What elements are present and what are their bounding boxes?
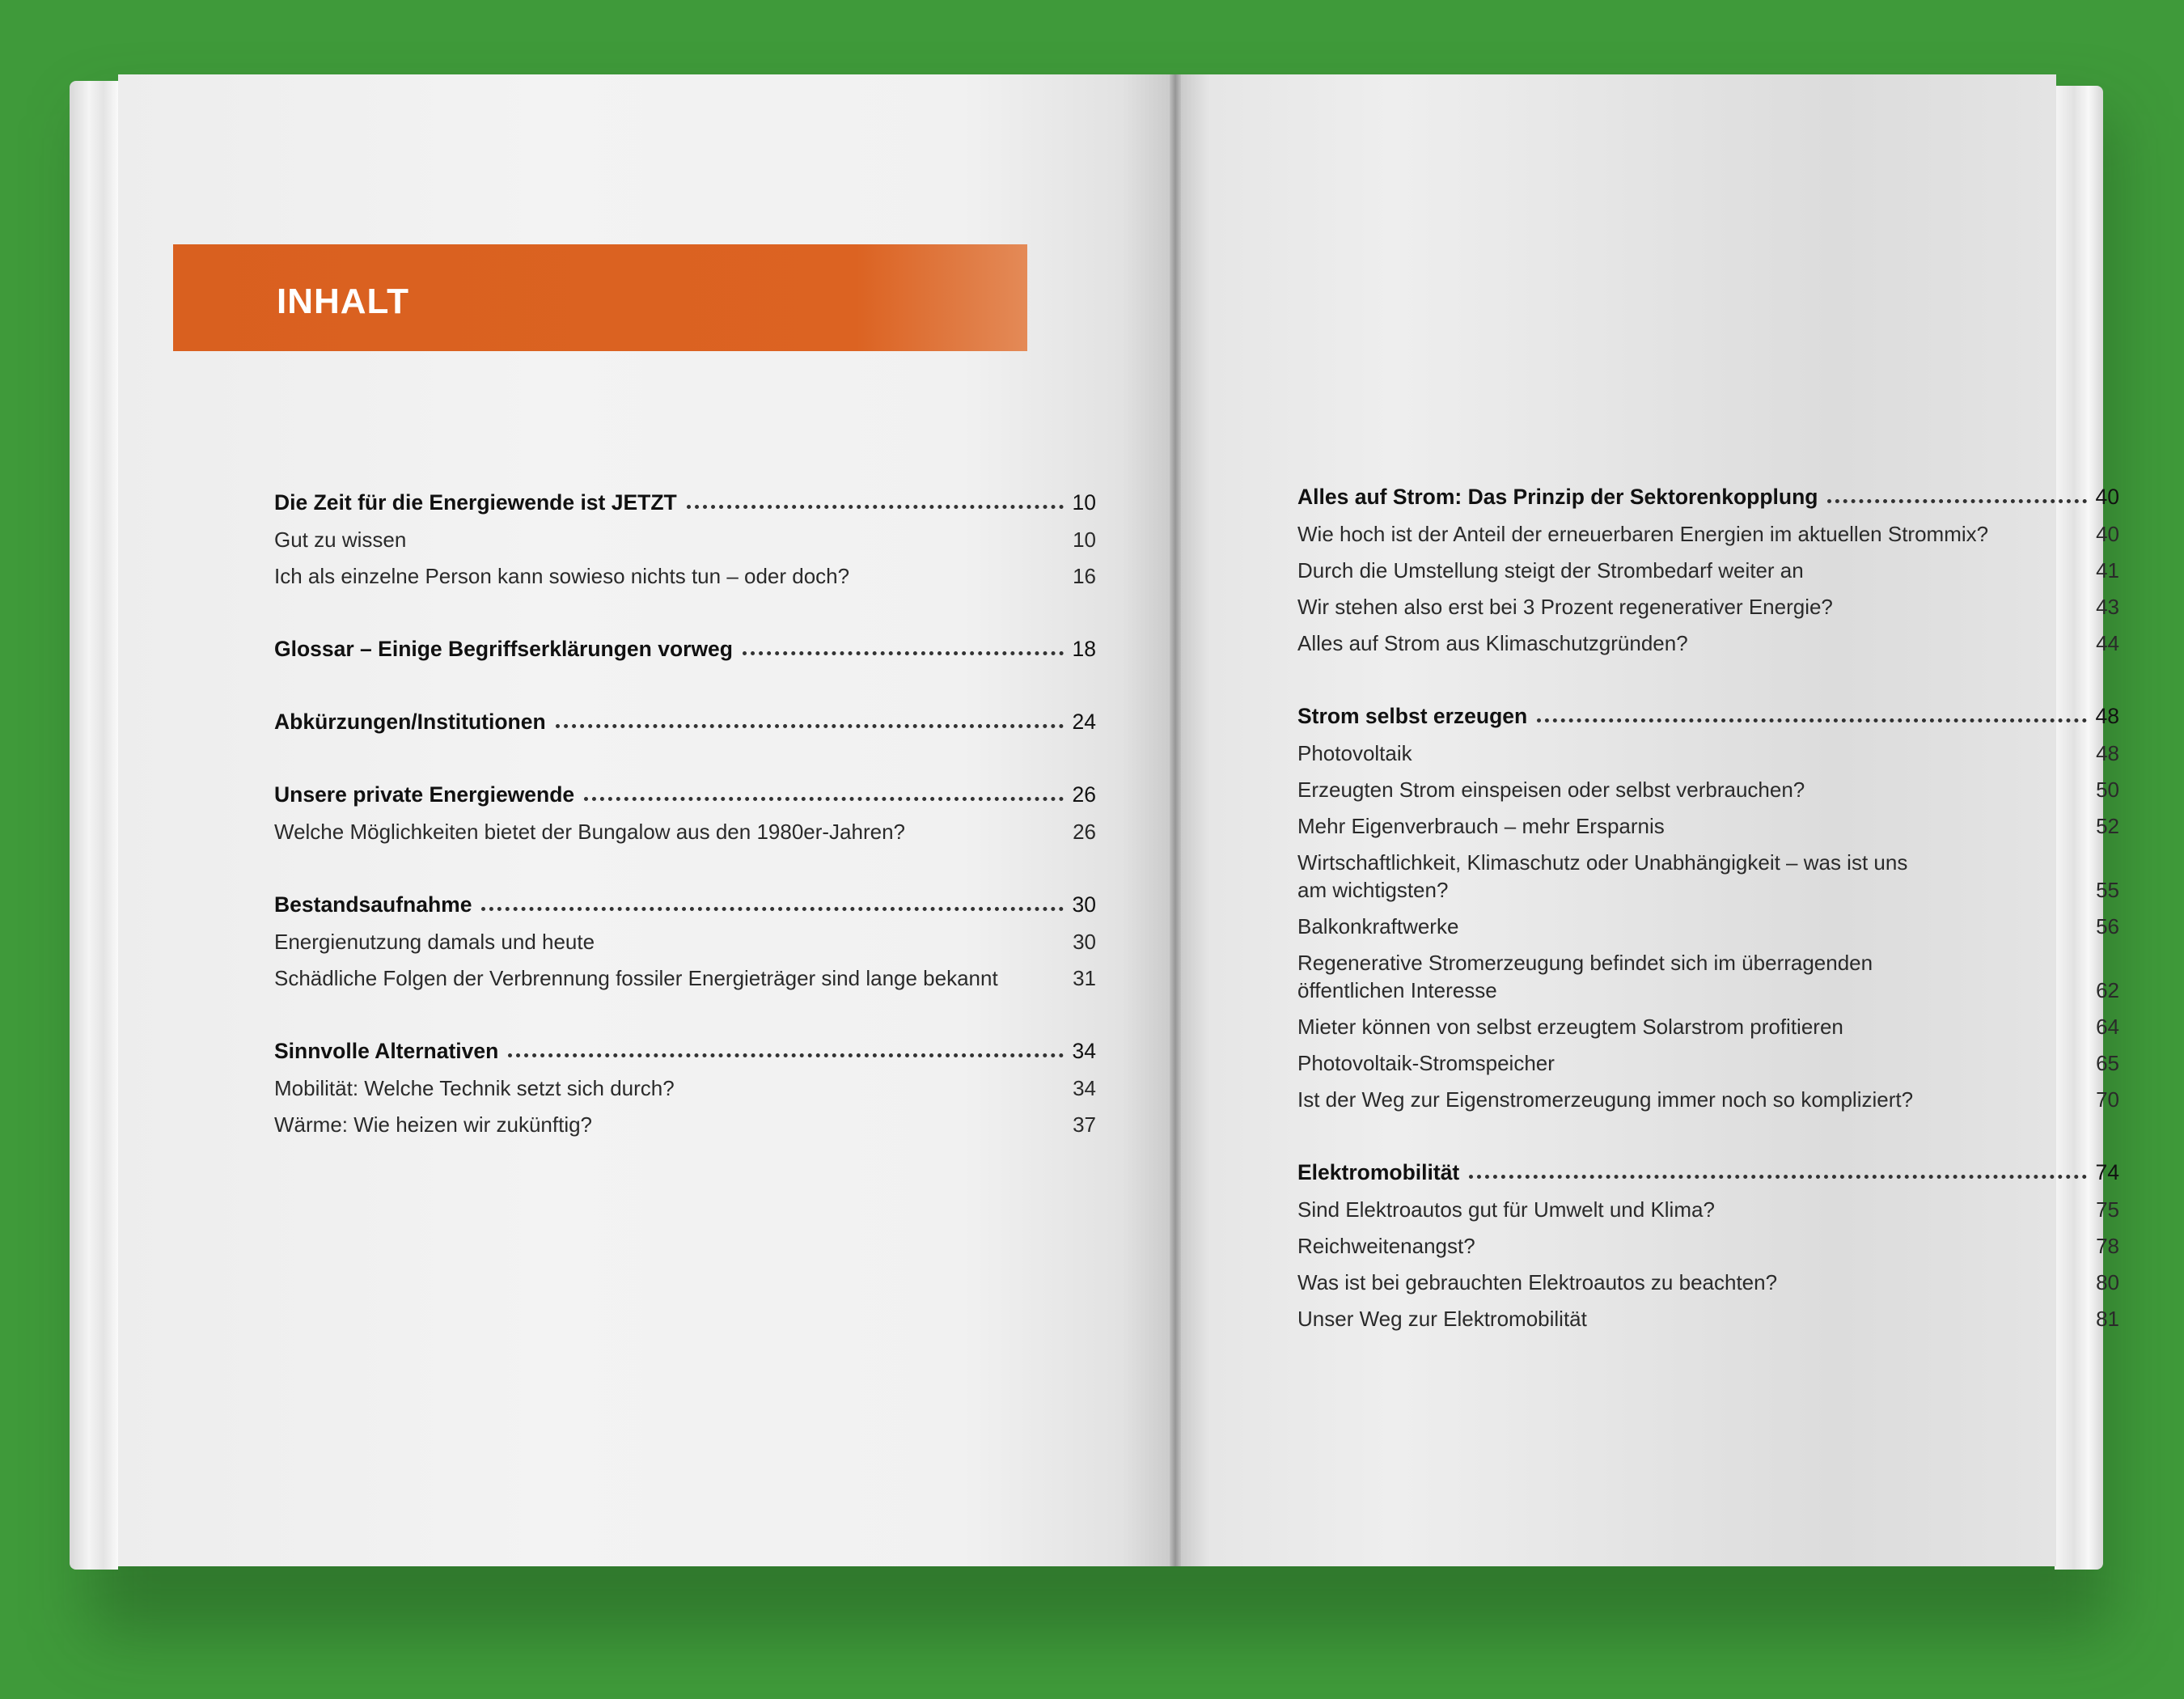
subentry-page-number: 48 <box>2096 741 2119 765</box>
subentry-title: Regenerative Stromerzeugung befindet sich im überragenden öffentlichen Interesse <box>1297 951 1873 1002</box>
subentry-title: Wirtschaftlichkeit, Klimaschutz oder Unabhängigkeit – was ist uns am wichtigsten? <box>1297 850 1908 902</box>
toc-section <box>1297 483 2119 657</box>
subentry-page-number: 62 <box>2096 978 2119 1002</box>
chapter-page-number: 26 <box>1072 782 1096 807</box>
toc-subentry[interactable] <box>1297 1232 2119 1260</box>
subentry-title: Unser Weg zur Elektromobilität <box>1297 1307 1587 1331</box>
subentry-page-number: 78 <box>2096 1234 2119 1258</box>
chapter-page-number: 40 <box>2095 485 2119 509</box>
subentry-page-number: 10 <box>1073 527 1096 552</box>
toc-chapter-entry[interactable] <box>274 1037 1096 1065</box>
chapter-title: Sinnvolle Alternativen <box>274 1039 499 1063</box>
dot-leader <box>743 651 1064 655</box>
subentry-title: Photovoltaik <box>1297 741 1412 765</box>
dot-leader <box>687 505 1064 509</box>
book-gutter <box>1170 74 1181 1566</box>
subentry-title: Ist der Weg zur Eigenstromerzeugung immer noch so kompliziert? <box>1297 1087 1914 1112</box>
toc-subentry[interactable] <box>1297 1013 2119 1040</box>
subentry-title: Wärme: Wie heizen wir zukünftig? <box>274 1112 593 1137</box>
toc-subentry[interactable] <box>1297 849 2119 904</box>
subentry-page-number: 75 <box>2096 1197 2119 1222</box>
subentry-title: Energienutzung damals und heute <box>274 930 595 954</box>
chapter-page-number: 24 <box>1072 710 1096 734</box>
toc-chapter-entry[interactable] <box>274 708 1096 735</box>
subentry-page-number: 37 <box>1073 1112 1096 1137</box>
chapter-page-number: 18 <box>1072 637 1096 661</box>
chapter-page-number: 74 <box>2095 1160 2119 1184</box>
subentry-title: Balkonkraftwerke <box>1297 914 1459 938</box>
contents-banner <box>173 244 1027 351</box>
subentry-page-number: 44 <box>2096 631 2119 655</box>
chapter-page-number: 30 <box>1072 892 1096 917</box>
toc-subentry[interactable] <box>274 562 1096 590</box>
toc-subentry[interactable] <box>1297 1196 2119 1223</box>
toc-subentry[interactable] <box>1297 812 2119 840</box>
toc-subentry[interactable] <box>274 964 1096 992</box>
left-page <box>118 74 1175 1566</box>
page-edges-left <box>70 81 118 1570</box>
chapter-title: Abkürzungen/Institutionen <box>274 710 546 734</box>
subentry-title: Gut zu wissen <box>274 527 407 552</box>
subentry-page-number: 40 <box>2096 522 2119 546</box>
open-book <box>70 74 2119 1573</box>
toc-chapter-entry[interactable] <box>274 891 1096 918</box>
toc-chapter-entry[interactable] <box>1297 702 2119 730</box>
subentry-title: Mieter können von selbst erzeugtem Solarstrom profitieren <box>1297 1015 1843 1039</box>
toc-subentry[interactable] <box>1297 557 2119 584</box>
toc-chapter-entry[interactable] <box>274 781 1096 808</box>
subentry-title: Mehr Eigenverbrauch – mehr Ersparnis <box>1297 814 1665 838</box>
toc-subentry[interactable] <box>1297 1269 2119 1296</box>
subentry-page-number: 43 <box>2096 595 2119 619</box>
toc-chapter-entry[interactable] <box>1297 483 2119 511</box>
toc-section <box>274 708 1096 735</box>
subentry-page-number: 41 <box>2096 558 2119 583</box>
toc-subentry[interactable] <box>1297 949 2119 1004</box>
dot-leader <box>584 797 1064 801</box>
toc-chapter-entry[interactable] <box>274 635 1096 663</box>
subentry-title: Wie hoch ist der Anteil der erneuerbaren Energien im aktuellen Strommix? <box>1297 522 1989 546</box>
toc-section <box>274 891 1096 992</box>
subentry-page-number: 65 <box>2096 1051 2119 1075</box>
subentry-page-number: 56 <box>2096 914 2119 938</box>
subentry-page-number: 26 <box>1073 820 1096 844</box>
toc-subentry[interactable] <box>274 526 1096 553</box>
toc-subentry[interactable] <box>274 928 1096 955</box>
toc-subentry[interactable] <box>1297 739 2119 767</box>
subentry-title: Mobilität: Welche Technik setzt sich durch? <box>274 1076 675 1100</box>
toc-subentry[interactable] <box>1297 1049 2119 1077</box>
subentry-page-number: 34 <box>1073 1076 1096 1100</box>
subentry-page-number: 70 <box>2096 1087 2119 1112</box>
toc-right <box>1297 483 2119 1378</box>
subentry-title: Photovoltaik-Stromspeicher <box>1297 1051 1555 1075</box>
subentry-page-number: 64 <box>2096 1015 2119 1039</box>
subentry-page-number: 80 <box>2096 1270 2119 1294</box>
toc-section <box>274 635 1096 663</box>
toc-chapter-entry[interactable] <box>1297 1159 2119 1186</box>
page-title: INHALT <box>277 282 410 321</box>
dot-leader <box>1537 718 2087 722</box>
toc-subentry[interactable] <box>1297 776 2119 803</box>
dot-leader <box>556 724 1064 728</box>
subentry-title: Schädliche Folgen der Verbrennung fossiler Energieträger sind lange bekannt <box>274 966 998 990</box>
toc-left <box>274 489 1096 1184</box>
subentry-title: Erzeugten Strom einspeisen oder selbst verbrauchen? <box>1297 777 1805 802</box>
subentry-title: Wir stehen also erst bei 3 Prozent regenerativer Energie? <box>1297 595 1833 619</box>
toc-subentry[interactable] <box>274 1111 1096 1138</box>
toc-subentry[interactable] <box>1297 1086 2119 1113</box>
toc-subentry[interactable] <box>1297 629 2119 657</box>
toc-section <box>274 1037 1096 1138</box>
subentry-title: Durch die Umstellung steigt der Strombedarf weiter an <box>1297 558 1804 583</box>
chapter-title: Glossar – Einige Begriffserklärungen vorweg <box>274 637 733 661</box>
chapter-title: Elektromobilität <box>1297 1160 1460 1184</box>
subentry-title: Ich als einzelne Person kann sowieso nichts tun – oder doch? <box>274 564 850 588</box>
dot-leader <box>508 1053 1064 1057</box>
dot-leader <box>1827 499 2087 503</box>
subentry-page-number: 31 <box>1073 966 1096 990</box>
subentry-title: Alles auf Strom aus Klimaschutzgründen? <box>1297 631 1688 655</box>
chapter-page-number: 48 <box>2095 704 2119 728</box>
subentry-page-number: 52 <box>2096 814 2119 838</box>
chapter-title: Bestandsaufnahme <box>274 892 472 917</box>
toc-section <box>274 781 1096 845</box>
subentry-page-number: 30 <box>1073 930 1096 954</box>
chapter-title: Unsere private Energiewende <box>274 782 575 807</box>
subentry-page-number: 55 <box>2096 878 2119 902</box>
toc-subentry[interactable] <box>1297 593 2119 621</box>
subentry-title: Was ist bei gebrauchten Elektroautos zu beachten? <box>1297 1270 1778 1294</box>
dot-leader <box>481 907 1064 911</box>
chapter-title: Die Zeit für die Energiewende ist JETZT <box>274 490 677 515</box>
subentry-title: Reichweitenangst? <box>1297 1234 1475 1258</box>
toc-chapter-entry[interactable] <box>274 489 1096 516</box>
subentry-title: Welche Möglichkeiten bietet der Bungalow aus den 1980er-Jahren? <box>274 820 906 844</box>
toc-section <box>1297 702 2119 1113</box>
right-page <box>1175 74 2119 1566</box>
chapter-page-number: 34 <box>1072 1039 1096 1063</box>
toc-section <box>1297 1159 2119 1333</box>
subentry-title: Sind Elektroautos gut für Umwelt und Klima? <box>1297 1197 1715 1222</box>
chapter-page-number: 10 <box>1072 490 1096 515</box>
toc-subentry[interactable] <box>274 1074 1096 1102</box>
toc-subentry[interactable] <box>1297 913 2119 940</box>
chapter-title: Strom selbst erzeugen <box>1297 704 1528 728</box>
subentry-page-number: 50 <box>2096 777 2119 802</box>
toc-subentry[interactable] <box>274 818 1096 845</box>
toc-section <box>274 489 1096 590</box>
chapter-title: Alles auf Strom: Das Prinzip der Sektorenkopplung <box>1297 485 1818 509</box>
toc-subentry[interactable] <box>1297 520 2119 548</box>
toc-subentry[interactable] <box>1297 1305 2119 1333</box>
subentry-page-number: 16 <box>1073 564 1096 588</box>
subentry-page-number: 81 <box>2096 1307 2119 1331</box>
dot-leader <box>1469 1175 2087 1179</box>
